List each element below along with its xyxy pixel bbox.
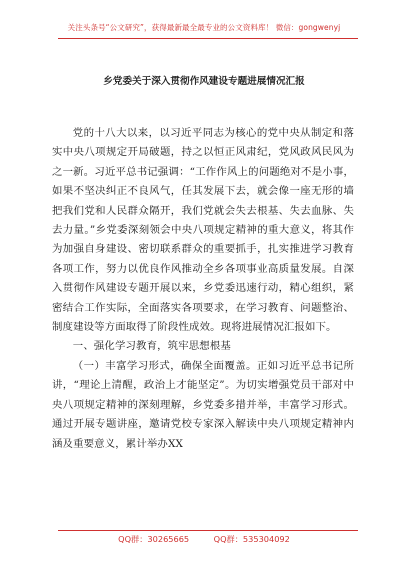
footer-qq-groups: QQ群：30265665 QQ群：535304092	[118, 534, 290, 544]
intro-paragraph: 党的十八大以来，以习近平同志为核心的党中央从制定和落实中央八项规定开局破题，持之以恒正风肃纪，党风政风民风为之一新。习近平总书记强调：“工作作风上的问题绝对不是小事，如果不坚决纠正不良风气，任其发展下去，就会像一座无形的墙把我们党和人民群众隔开，我们党就会失去根基、失去血脉、失去力量。”乡党委深刻领会中央八项规定精神的重大意义，将其作为加强自身建设、密切联系群众的重要抓手，扎实推进学习教育各项工作，努力以优良作风推动全乡各项事业高质量发展。自深入贯彻作风建设专题开展以来，乡党委迅速行动，精心组织，紧密结合工作实际，全面落实各项要求，在学习教育、问题整治、制度建设等方面取得了阶段性成效。现将进展情况汇报如下。	[52, 127, 354, 334]
document-title: 乡党委关于深入贯彻作风建设专题进展情况汇报	[103, 76, 305, 87]
header-divider	[58, 38, 358, 39]
footer-divider	[58, 530, 358, 531]
section-paragraph: （一）丰富学习形式，确保全面覆盖。正如习近平总书记所讲，“理论上清醒，政治上才能坚定”。为切实增强党员干部对中央八项规定精神的深刻理解，乡党委多措并举，丰富学习形式。通过开展专题讲座，邀请党校专家深入解读中央八项规定精神内涵及重要意义，累计举办XX	[52, 359, 354, 450]
header-promo-note: 关注头条号“公文研究”，获得最新最全最专业的公文资料库！ 微信：gongwenyj	[67, 23, 341, 32]
section-heading: 一、强化学习教育，筑牢思想根基	[72, 340, 231, 353]
document-body	[52, 124, 354, 454]
